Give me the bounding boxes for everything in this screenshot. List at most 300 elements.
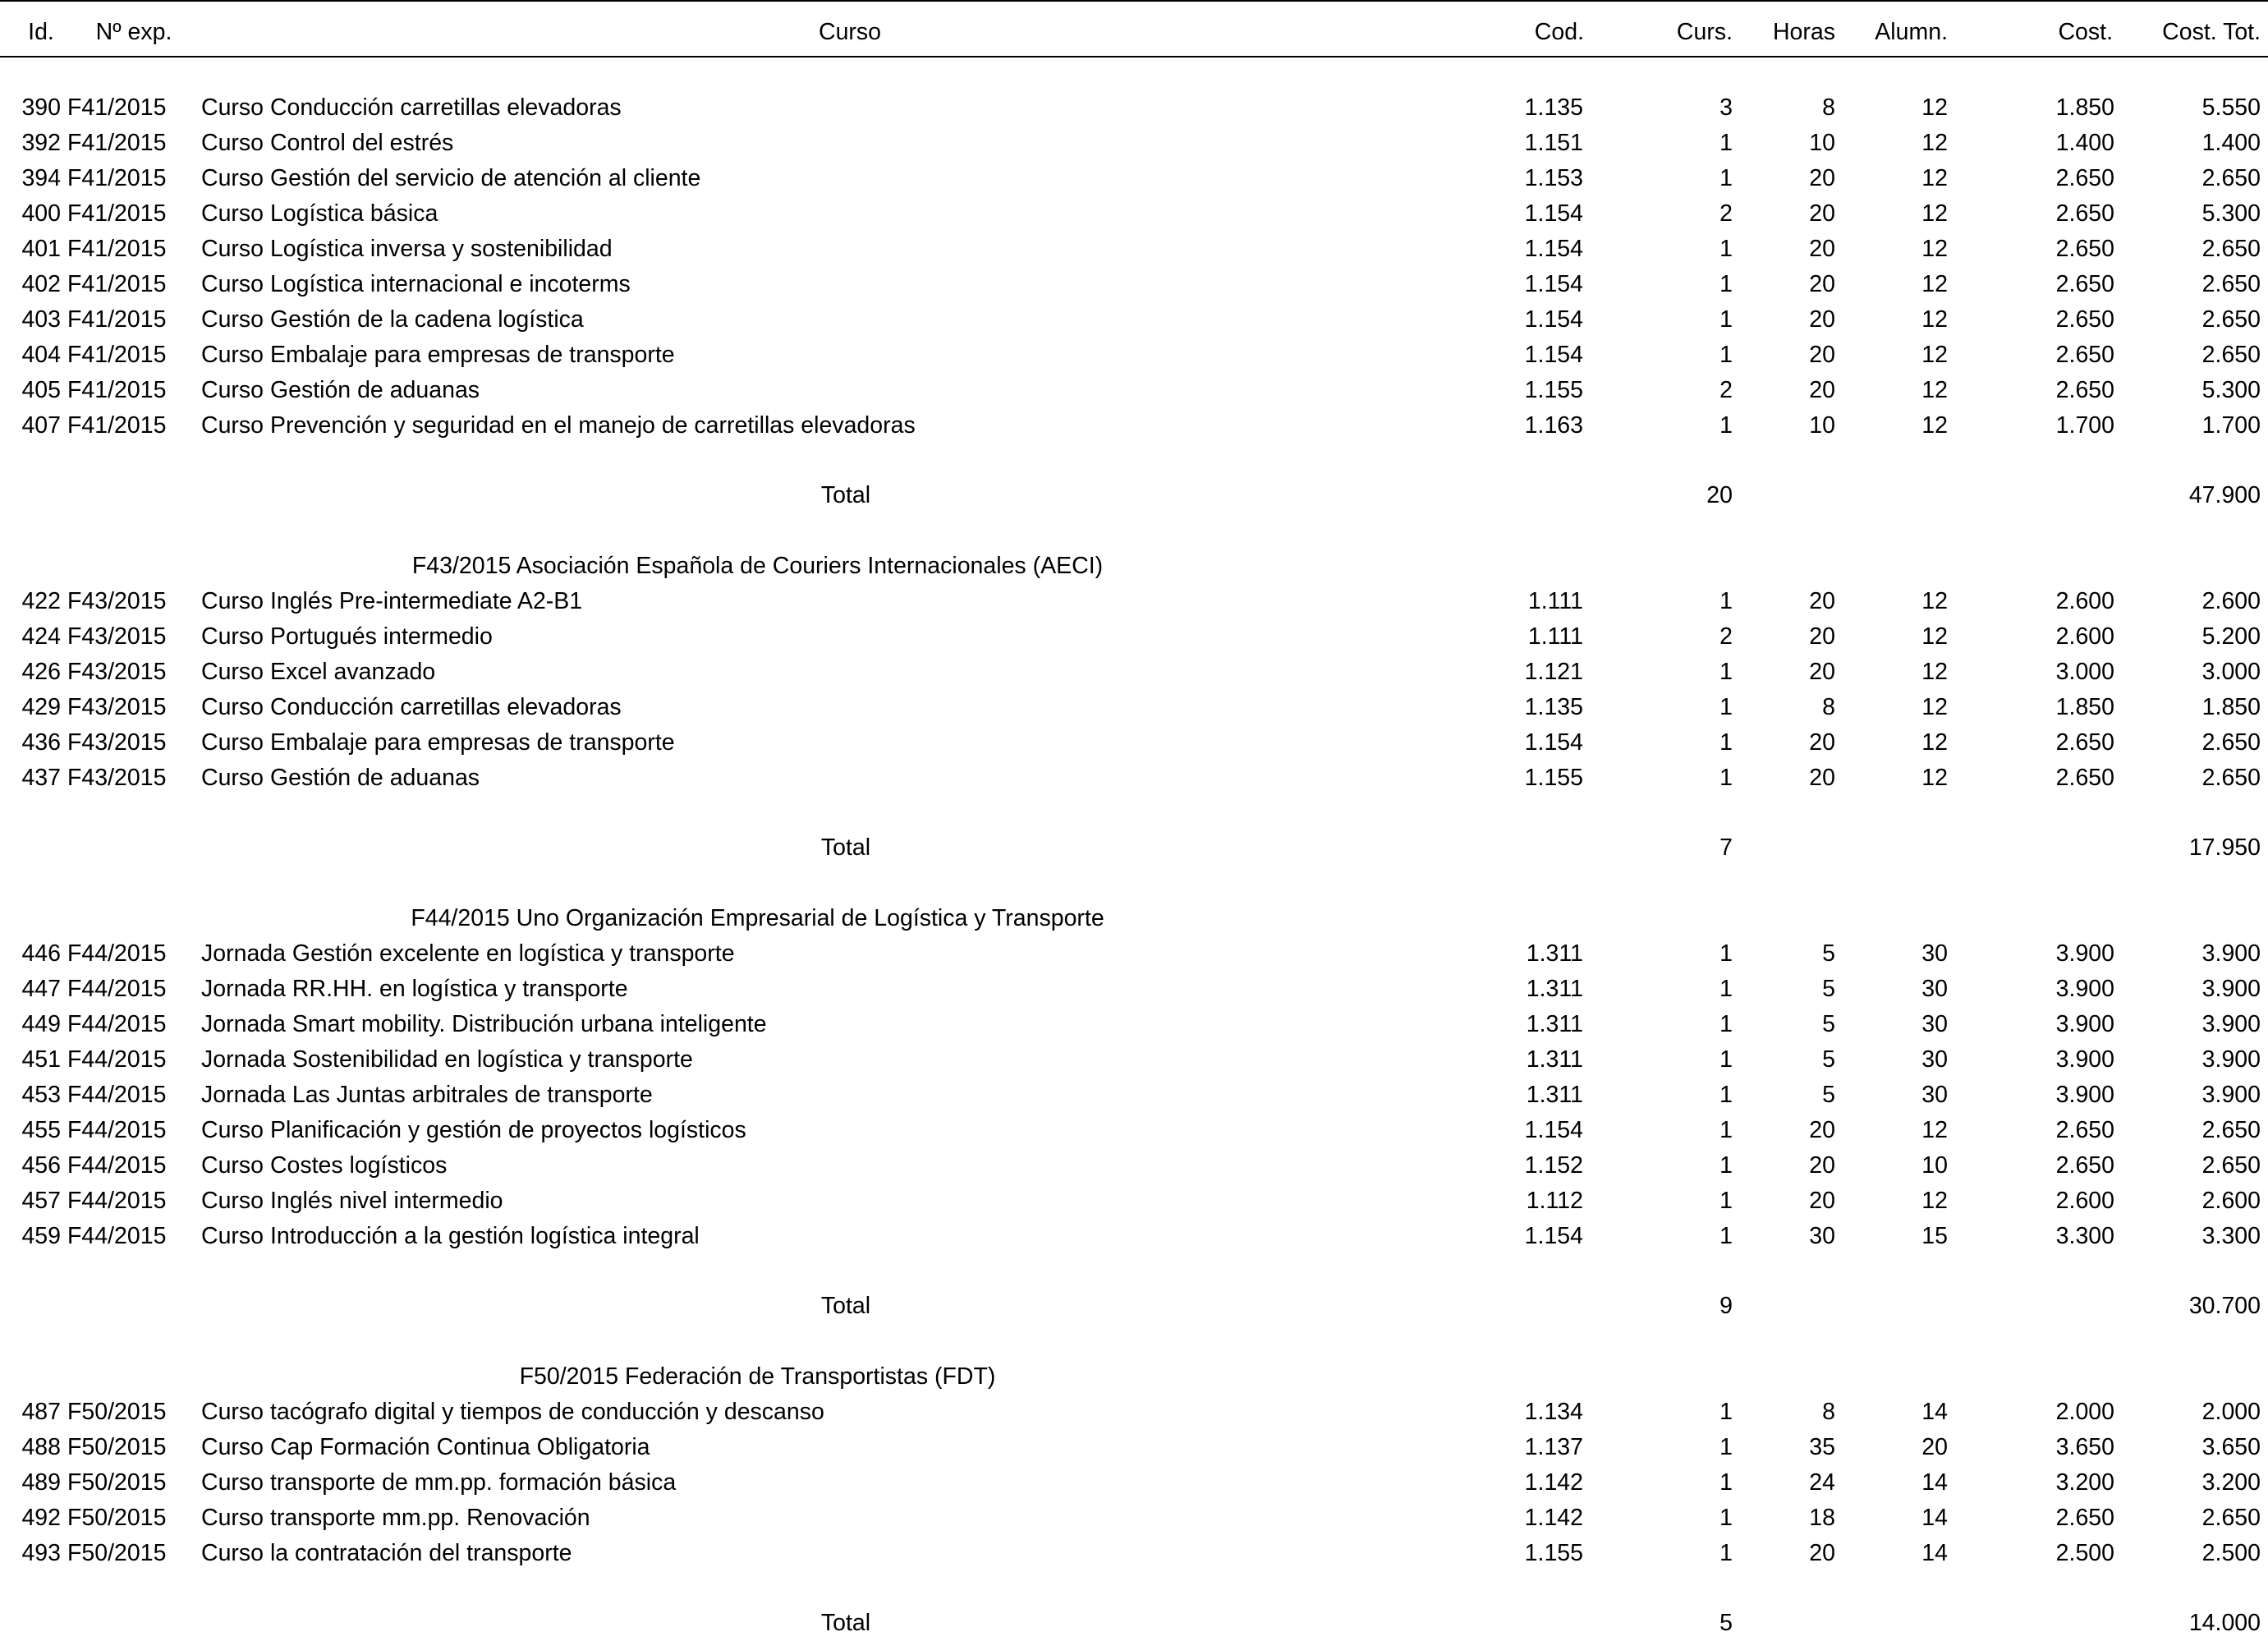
cell-id: 451 (21, 1046, 61, 1073)
cell-exp: F41/2015 (67, 306, 167, 333)
cell-alumn: 12 (1921, 412, 1948, 439)
cell-curso: Jornada Smart mobility. Distribución urbana inteligente (201, 1011, 767, 1037)
cell-curso: Curso Prevención y seguridad en el manejo de carretillas elevadoras (201, 412, 916, 439)
cell-id: 455 (21, 1117, 61, 1143)
cell-cost: 2.650 (2055, 765, 2114, 791)
table-row (0, 936, 2268, 972)
cell-id: 424 (21, 623, 61, 650)
cell-alumn: 12 (1921, 271, 1948, 297)
cell-curs: 1 (1719, 765, 1733, 791)
cell-curs: 3 (1719, 94, 1733, 121)
cell-cost: 3.300 (2055, 1223, 2114, 1249)
cell-cost-tot: 2.650 (2201, 342, 2261, 368)
cell-cost-tot: 3.900 (2201, 1046, 2261, 1073)
cell-cost-tot: 3.900 (2201, 976, 2261, 1002)
header-alumn: Alumn. (1875, 19, 1948, 45)
cell-id: 459 (21, 1223, 61, 1249)
header-curso: Curso (818, 19, 882, 45)
cell-cod: 1.154 (1524, 200, 1583, 227)
total-label: Total (820, 1610, 871, 1636)
cell-exp: F41/2015 (67, 377, 167, 403)
cell-cod: 1.153 (1524, 165, 1583, 191)
header-rule-top (0, 0, 2268, 2)
cell-alumn: 12 (1921, 1188, 1948, 1214)
cell-curs: 1 (1719, 940, 1733, 967)
cell-horas: 5 (1822, 1082, 1835, 1108)
cell-id: 392 (21, 130, 61, 156)
cell-id: 446 (21, 940, 61, 967)
cell-cost: 1.850 (2055, 94, 2114, 121)
cell-curs: 2 (1719, 200, 1733, 227)
total-cost: 30.700 (2188, 1293, 2261, 1319)
cell-horas: 8 (1822, 94, 1835, 121)
cell-curs: 1 (1719, 412, 1733, 439)
table-row (0, 761, 2268, 796)
cell-alumn: 10 (1921, 1152, 1948, 1179)
cell-curs: 1 (1719, 1434, 1733, 1460)
cell-exp: F44/2015 (67, 976, 167, 1002)
table-row (0, 690, 2268, 725)
cell-cost-tot: 2.650 (2201, 1152, 2261, 1179)
cell-exp: F43/2015 (67, 623, 167, 650)
cell-horas: 20 (1809, 377, 1835, 403)
cell-exp: F50/2015 (67, 1399, 167, 1425)
cell-horas: 8 (1822, 694, 1835, 720)
cell-cost: 1.400 (2055, 130, 2114, 156)
cell-cost-tot: 5.550 (2201, 94, 2261, 121)
cell-exp: F44/2015 (67, 940, 167, 967)
cell-curso: Curso transporte de mm.pp. formación básica (201, 1469, 677, 1496)
table-row (0, 1007, 2268, 1042)
cell-cod: 1.155 (1524, 765, 1583, 791)
cell-cod: 1.154 (1524, 342, 1583, 368)
cell-cost-tot: 3.200 (2201, 1469, 2261, 1496)
cell-cost-tot: 3.000 (2201, 659, 2261, 685)
cell-curso: Curso Conducción carretillas elevadoras (201, 94, 622, 121)
cell-cod: 1.311 (1526, 1082, 1583, 1108)
cell-cod: 1.311 (1526, 940, 1583, 967)
cell-id: 457 (21, 1188, 61, 1214)
table-row (0, 1113, 2268, 1148)
cell-exp: F44/2015 (67, 1082, 167, 1108)
cell-alumn: 12 (1921, 659, 1948, 685)
cell-exp: F43/2015 (67, 729, 167, 756)
cell-curs: 1 (1719, 165, 1733, 191)
cell-cost-tot: 2.650 (2201, 306, 2261, 333)
cell-curso: Curso Inglés Pre-intermediate A2-B1 (201, 588, 583, 614)
cell-horas: 24 (1809, 1469, 1835, 1496)
cell-cost-tot: 1.400 (2201, 130, 2261, 156)
cell-id: 449 (21, 1011, 61, 1037)
cell-alumn: 12 (1921, 729, 1948, 756)
cell-id: 390 (21, 94, 61, 121)
cell-exp: F44/2015 (67, 1046, 167, 1073)
cell-cost: 3.900 (2055, 940, 2114, 967)
header-cost: Cost. (2058, 19, 2113, 45)
cell-cod: 1.112 (1526, 1188, 1583, 1214)
cell-curs: 1 (1719, 1152, 1733, 1179)
header-cod: Cod. (1534, 19, 1584, 45)
cell-curs: 1 (1719, 976, 1733, 1002)
table-row (0, 1430, 2268, 1465)
cell-horas: 20 (1809, 1188, 1835, 1214)
group-title-row (0, 549, 2268, 584)
cell-cod: 1.135 (1524, 94, 1583, 121)
table-row (0, 1536, 2268, 1571)
cell-curs: 1 (1719, 236, 1733, 262)
cell-curs: 1 (1719, 130, 1733, 156)
cell-horas: 5 (1822, 1046, 1835, 1073)
cell-exp: F41/2015 (67, 165, 167, 191)
cell-horas: 18 (1809, 1505, 1835, 1531)
cell-cost-tot: 2.500 (2201, 1540, 2261, 1566)
cell-cost: 3.900 (2055, 1011, 2114, 1037)
cell-cost-tot: 3.900 (2201, 1011, 2261, 1037)
cell-curso: Curso Inglés nivel intermedio (201, 1188, 503, 1214)
cell-alumn: 30 (1921, 976, 1948, 1002)
cell-cost-tot: 2.000 (2201, 1399, 2261, 1425)
total-row (0, 478, 2268, 513)
table-row (0, 584, 2268, 619)
cell-alumn: 15 (1921, 1223, 1948, 1249)
cell-cod: 1.311 (1526, 1046, 1583, 1073)
cell-cod: 1.152 (1524, 1152, 1583, 1179)
table-row (0, 1148, 2268, 1184)
cell-cod: 1.121 (1524, 659, 1583, 685)
table-row (0, 1078, 2268, 1113)
cell-curs: 2 (1719, 623, 1733, 650)
cell-cod: 1.154 (1524, 1223, 1583, 1249)
cell-alumn: 14 (1921, 1469, 1948, 1496)
cell-alumn: 14 (1921, 1540, 1948, 1566)
cell-curso: Curso transporte mm.pp. Renovación (201, 1505, 590, 1531)
cell-curs: 1 (1719, 1117, 1733, 1143)
cell-id: 394 (21, 165, 61, 191)
cell-horas: 20 (1809, 1540, 1835, 1566)
cell-exp: F43/2015 (67, 765, 167, 791)
cell-curs: 1 (1719, 659, 1733, 685)
cell-id: 422 (21, 588, 61, 614)
cell-id: 447 (21, 976, 61, 1002)
cell-cost-tot: 2.600 (2201, 588, 2261, 614)
cell-cost: 3.650 (2055, 1434, 2114, 1460)
cell-curso: Jornada Las Juntas arbitrales de transporte (201, 1082, 653, 1108)
cell-cost: 3.000 (2055, 659, 2114, 685)
cell-exp: F44/2015 (67, 1152, 167, 1179)
cell-horas: 20 (1809, 200, 1835, 227)
total-label: Total (820, 1293, 871, 1319)
cell-cost-tot: 2.650 (2201, 165, 2261, 191)
cell-id: 487 (21, 1399, 61, 1425)
cell-id: 436 (21, 729, 61, 756)
cell-cod: 1.137 (1524, 1434, 1583, 1460)
cell-exp: F41/2015 (67, 342, 167, 368)
cell-curso: Curso Portugués intermedio (201, 623, 493, 650)
cell-alumn: 30 (1921, 940, 1948, 967)
cell-curso: Curso Gestión de aduanas (201, 765, 480, 791)
cell-horas: 30 (1809, 1223, 1835, 1249)
cell-cod: 1.311 (1526, 976, 1583, 1002)
cell-alumn: 30 (1921, 1082, 1948, 1108)
cell-id: 402 (21, 271, 61, 297)
cell-curso: Curso Logística básica (201, 200, 438, 227)
cell-horas: 5 (1822, 976, 1835, 1002)
cell-cost: 3.900 (2055, 1082, 2114, 1108)
total-curs: 9 (1719, 1293, 1733, 1319)
cell-curs: 1 (1719, 1188, 1733, 1214)
cell-exp: F43/2015 (67, 588, 167, 614)
table-row (0, 1219, 2268, 1254)
table-row (0, 1465, 2268, 1501)
cell-alumn: 12 (1921, 200, 1948, 227)
cell-cod: 1.155 (1524, 1540, 1583, 1566)
cell-exp: F41/2015 (67, 412, 167, 439)
header-rule-bottom (0, 56, 2268, 57)
cell-horas: 20 (1809, 765, 1835, 791)
cell-cod: 1.163 (1524, 412, 1583, 439)
cell-curs: 1 (1719, 271, 1733, 297)
cell-horas: 35 (1809, 1434, 1835, 1460)
cell-cost: 2.650 (2055, 1152, 2114, 1179)
cell-horas: 20 (1809, 659, 1835, 685)
table-row (0, 232, 2268, 267)
table-row (0, 1042, 2268, 1078)
cell-exp: F44/2015 (67, 1011, 167, 1037)
cell-curs: 1 (1719, 1399, 1733, 1425)
header-exp: Nº exp. (95, 19, 172, 45)
cell-horas: 20 (1809, 306, 1835, 333)
cell-id: 405 (21, 377, 61, 403)
total-cost: 14.000 (2188, 1610, 2261, 1636)
cell-id: 403 (21, 306, 61, 333)
cell-cost-tot: 1.700 (2201, 412, 2261, 439)
cell-alumn: 12 (1921, 623, 1948, 650)
table-row (0, 161, 2268, 196)
cell-cost-tot: 2.600 (2201, 1188, 2261, 1214)
cell-alumn: 12 (1921, 306, 1948, 333)
cell-exp: F50/2015 (67, 1469, 167, 1496)
cell-alumn: 30 (1921, 1046, 1948, 1073)
cell-exp: F41/2015 (67, 94, 167, 121)
cell-cost-tot: 2.650 (2201, 1117, 2261, 1143)
cell-alumn: 12 (1921, 765, 1948, 791)
cell-exp: F43/2015 (67, 659, 167, 685)
table-row (0, 90, 2268, 126)
table-row (0, 1395, 2268, 1430)
cell-horas: 20 (1809, 588, 1835, 614)
cell-curs: 1 (1719, 342, 1733, 368)
cell-cod: 1.154 (1524, 306, 1583, 333)
cell-cost-tot: 3.900 (2201, 940, 2261, 967)
cell-id: 401 (21, 236, 61, 262)
cell-cod: 1.151 (1524, 130, 1583, 156)
cell-horas: 20 (1809, 1152, 1835, 1179)
group-title: F50/2015 Federación de Transportistas (FDT) (519, 1363, 996, 1390)
cell-cost: 2.650 (2055, 200, 2114, 227)
cell-cost-tot: 2.650 (2201, 765, 2261, 791)
cell-cost: 2.500 (2055, 1540, 2114, 1566)
cell-cost: 2.650 (2055, 306, 2114, 333)
cell-cost-tot: 3.650 (2201, 1434, 2261, 1460)
cell-cod: 1.134 (1524, 1399, 1583, 1425)
cell-alumn: 12 (1921, 694, 1948, 720)
cell-cost-tot: 5.200 (2201, 623, 2261, 650)
cell-alumn: 12 (1921, 236, 1948, 262)
cell-horas: 5 (1822, 1011, 1835, 1037)
cell-cost-tot: 3.900 (2201, 1082, 2261, 1108)
cell-id: 407 (21, 412, 61, 439)
cell-curs: 1 (1719, 1046, 1733, 1073)
cell-exp: F50/2015 (67, 1505, 167, 1531)
header-id: Id. (28, 19, 54, 45)
cell-alumn: 20 (1921, 1434, 1948, 1460)
group-title-row (0, 901, 2268, 936)
cell-cod: 1.155 (1524, 377, 1583, 403)
cell-exp: F41/2015 (67, 130, 167, 156)
cell-cod: 1.111 (1527, 623, 1583, 650)
cell-cost: 2.650 (2055, 377, 2114, 403)
cell-cod: 1.135 (1524, 694, 1583, 720)
cell-exp: F50/2015 (67, 1540, 167, 1566)
cell-cost-tot: 3.300 (2201, 1223, 2261, 1249)
header-horas: Horas (1772, 19, 1835, 45)
cell-curso: Curso Cap Formación Continua Obligatoria (201, 1434, 650, 1460)
table-row (0, 408, 2268, 444)
total-curs: 7 (1719, 834, 1733, 861)
cell-curso: Curso Embalaje para empresas de transporte (201, 729, 675, 756)
table-row (0, 1184, 2268, 1219)
total-label: Total (820, 482, 871, 508)
cell-exp: F44/2015 (67, 1223, 167, 1249)
total-row (0, 830, 2268, 866)
cell-cost: 2.600 (2055, 623, 2114, 650)
cell-curso: Curso Logística internacional e incoterms (201, 271, 631, 297)
cell-cod: 1.111 (1527, 588, 1583, 614)
cell-cost: 2.650 (2055, 1505, 2114, 1531)
cell-horas: 5 (1822, 940, 1835, 967)
cell-cod: 1.142 (1524, 1505, 1583, 1531)
header-cost-tot: Cost. Tot. (2162, 19, 2261, 45)
cell-curs: 1 (1719, 729, 1733, 756)
cell-horas: 8 (1822, 1399, 1835, 1425)
cell-curso: Curso Planificación y gestión de proyectos logísticos (201, 1117, 746, 1143)
cell-alumn: 12 (1921, 377, 1948, 403)
cell-curso: Curso Conducción carretillas elevadoras (201, 694, 622, 720)
total-cost: 47.900 (2188, 482, 2261, 508)
cell-curso: Jornada Sostenibilidad en logística y transporte (201, 1046, 693, 1073)
total-curs: 5 (1719, 1610, 1733, 1636)
cell-horas: 20 (1809, 271, 1835, 297)
cell-curso: Curso Introducción a la gestión logística integral (201, 1223, 700, 1249)
cell-cost-tot: 2.650 (2201, 271, 2261, 297)
cell-id: 492 (21, 1505, 61, 1531)
cell-exp: F41/2015 (67, 200, 167, 227)
cell-cod: 1.311 (1526, 1011, 1583, 1037)
cell-horas: 20 (1809, 1117, 1835, 1143)
table-row (0, 373, 2268, 408)
cell-curso: Jornada RR.HH. en logística y transporte (201, 976, 628, 1002)
cell-curso: Curso Gestión de la cadena logística (201, 306, 584, 333)
cell-curs: 1 (1719, 1469, 1733, 1496)
cell-cost: 2.650 (2055, 271, 2114, 297)
cell-curso: Curso Gestión del servicio de atención al cliente (201, 165, 701, 191)
total-cost: 17.950 (2188, 834, 2261, 861)
table-header (0, 15, 2268, 50)
cell-alumn: 12 (1921, 342, 1948, 368)
cell-cost: 3.200 (2055, 1469, 2114, 1496)
cell-id: 400 (21, 200, 61, 227)
cell-exp: F41/2015 (67, 271, 167, 297)
cell-cost: 2.650 (2055, 342, 2114, 368)
group-title: F43/2015 Asociación Española de Couriers Internacionales (AECI) (411, 553, 1104, 579)
cell-alumn: 30 (1921, 1011, 1948, 1037)
cell-exp: F44/2015 (67, 1188, 167, 1214)
cell-cod: 1.154 (1524, 729, 1583, 756)
cell-cod: 1.154 (1524, 1117, 1583, 1143)
table-row (0, 725, 2268, 761)
cell-horas: 20 (1809, 165, 1835, 191)
cell-cost-tot: 5.300 (2201, 200, 2261, 227)
cell-alumn: 12 (1921, 94, 1948, 121)
cell-cost-tot: 2.650 (2201, 729, 2261, 756)
cell-curso: Curso Gestión de aduanas (201, 377, 480, 403)
cell-cost: 2.600 (2055, 588, 2114, 614)
cell-curs: 1 (1719, 1011, 1733, 1037)
cell-cost: 3.900 (2055, 976, 2114, 1002)
cell-cost: 3.900 (2055, 1046, 2114, 1073)
total-row (0, 1289, 2268, 1324)
cell-curs: 1 (1719, 306, 1733, 333)
table-row (0, 126, 2268, 161)
cell-curso: Curso Embalaje para empresas de transporte (201, 342, 675, 368)
cell-exp: F43/2015 (67, 694, 167, 720)
cell-id: 429 (21, 694, 61, 720)
cell-curso: Curso tacógrafo digital y tiempos de conducción y descanso (201, 1399, 824, 1425)
table-row (0, 1501, 2268, 1536)
cell-exp: F44/2015 (67, 1117, 167, 1143)
table-row (0, 619, 2268, 655)
cell-curso: Curso Logística inversa y sostenibilidad (201, 236, 613, 262)
cell-curso: Curso Control del estrés (201, 130, 454, 156)
cell-curso: Curso Costes logísticos (201, 1152, 448, 1179)
cell-horas: 10 (1809, 412, 1835, 439)
table-row (0, 338, 2268, 373)
cell-cost: 2.650 (2055, 1117, 2114, 1143)
cell-alumn: 12 (1921, 130, 1948, 156)
cell-id: 456 (21, 1152, 61, 1179)
cell-cost-tot: 2.650 (2201, 1505, 2261, 1531)
cell-horas: 20 (1809, 236, 1835, 262)
cell-cost: 2.000 (2055, 1399, 2114, 1425)
cell-id: 488 (21, 1434, 61, 1460)
cell-curso: Curso Excel avanzado (201, 659, 436, 685)
cell-horas: 20 (1809, 342, 1835, 368)
cell-exp: F50/2015 (67, 1434, 167, 1460)
cell-horas: 20 (1809, 729, 1835, 756)
cell-cost-tot: 2.650 (2201, 236, 2261, 262)
cell-horas: 10 (1809, 130, 1835, 156)
cell-alumn: 12 (1921, 1117, 1948, 1143)
cell-curs: 1 (1719, 694, 1733, 720)
cell-id: 404 (21, 342, 61, 368)
cell-alumn: 14 (1921, 1505, 1948, 1531)
group-title: F44/2015 Uno Organización Empresarial de Logística y Transporte (411, 905, 1104, 931)
cell-cost: 2.600 (2055, 1188, 2114, 1214)
cell-curs: 1 (1719, 1505, 1733, 1531)
cell-alumn: 12 (1921, 588, 1948, 614)
cell-cost: 2.650 (2055, 236, 2114, 262)
cell-curs: 1 (1719, 1540, 1733, 1566)
